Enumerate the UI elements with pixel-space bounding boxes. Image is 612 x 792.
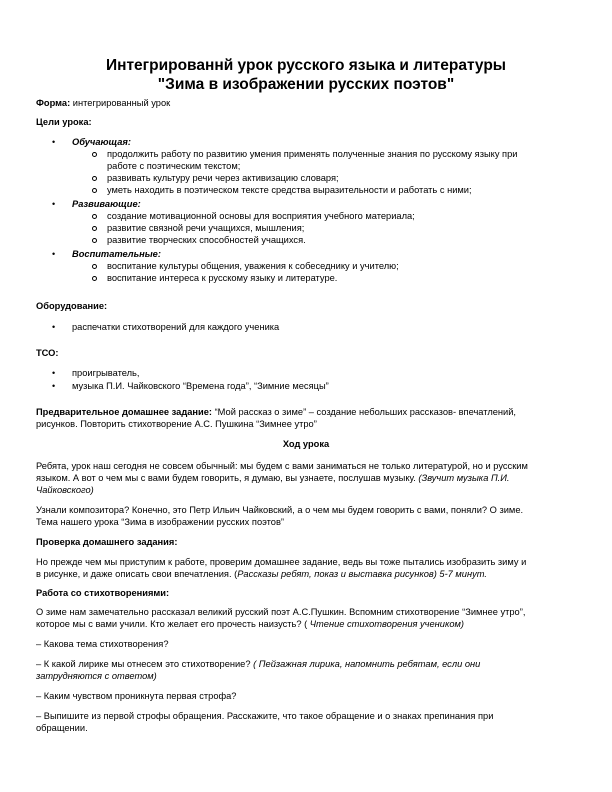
poems-heading: Работа со стихотворениями:: [36, 588, 170, 598]
bullet-icon: •: [52, 249, 56, 259]
poems-text: которое мы с вами учили. Кто желает его прочесть наизусть? (: [36, 619, 308, 629]
bullet-icon: •: [52, 199, 56, 209]
paragraph-2-line-1: Узнали композитора? Конечно, это Петр Ильич Чайковский, а о чем мы будем говорить с вами, поняли? О зиме.: [36, 505, 524, 515]
goal-developing-item: развитие связной речи учащихся, мышления;: [107, 223, 305, 233]
circle-bullet-icon: [92, 152, 97, 157]
goal-developing-label: Развивающие:: [72, 199, 141, 209]
check-text: в рисунке, и даже описать свои впечатления. (: [36, 569, 238, 579]
circle-bullet-icon: [92, 226, 97, 231]
goal-teaching-item: уметь находить в поэтическом тексте средства выразительности и работать с ними;: [107, 185, 472, 195]
question-1: – Какова тема стихотворения?: [36, 639, 169, 649]
document-title-line-1: Интегрированнй урок русского языка и литературы: [105, 57, 507, 74]
goal-developing-item: создание мотивационной основы для восприятия учебного материала;: [107, 211, 415, 221]
paragraph-1-line-3: Чайковского): [36, 485, 94, 495]
circle-bullet-icon: [92, 276, 97, 281]
homework-line-2: рисунков. Повторить стихотворение А.С. Пушкина “Зимнее утро”: [36, 419, 317, 429]
lesson-heading: Ход урока: [282, 439, 330, 449]
poems-note: Чтение стихотворения учеником): [307, 619, 464, 629]
check-note: Рассказы ребят, показ и выставка рисунков) 5-7 минут.: [237, 569, 487, 579]
question-2-text: – К какой лирике мы отнесем это стихотворение?: [36, 659, 254, 669]
question-2-note: ( Пейзажная лирика, напомнить ребятам, если они: [253, 659, 481, 669]
goal-teaching-item-cont: работе с поэтическим текстом;: [107, 161, 241, 171]
question-2-line-2: затрудняются с ответом): [36, 671, 157, 681]
tso-heading: ТСО:: [36, 348, 59, 358]
circle-bullet-icon: [92, 264, 97, 269]
question-3: – Каким чувством проникнута первая строфа?: [36, 691, 237, 701]
paragraph-1-line-1: Ребята, урок наш сегодня не совсем обычный: мы будем с вами заниматься не только литературой, но и русским: [36, 461, 528, 471]
goal-educational-item: воспитание культуры общения, уважения к собеседнику и учителю;: [107, 261, 399, 271]
bullet-icon: •: [52, 368, 56, 378]
form-value: интегрированный урок: [70, 98, 171, 108]
goal-teaching-item: развивать культуру речи через активизацию словаря;: [107, 173, 339, 183]
poems-line-1: О зиме нам замечательно рассказал великий русский поэт А.С.Пушкин. Вспомним стихотворение “Зимнее утро”,: [36, 607, 526, 617]
tso-item: музыка П.И. Чайковского “Времена года”, “Зимние месяцы”: [72, 381, 329, 391]
homework-label: Предварительное домашнее задание:: [36, 407, 212, 417]
question-4-line-1: – Выпишите из первой строфы обращения. Расскажите, что такое обращение и о знаках препинания при: [36, 711, 494, 721]
form-line: [36, 97, 170, 109]
homework-line-1: [36, 406, 516, 418]
circle-bullet-icon: [92, 176, 97, 181]
question-2-line-1: [36, 658, 480, 670]
bullet-icon: •: [52, 322, 56, 332]
circle-bullet-icon: [92, 238, 97, 243]
tso-item: проигрыватель,: [72, 368, 140, 378]
check-line-1: Но прежде чем мы приступим к работе, проверим домашнее задание, ведь вы тоже пытались изобразить зиму и: [36, 557, 527, 567]
check-line-2: [36, 568, 487, 580]
homework-text: “Мой рассказ о зиме” – создание небольших рассказов- впечатлений,: [212, 407, 517, 417]
paragraph-1-line-2: [36, 472, 510, 484]
goals-heading: Цели урока:: [36, 117, 92, 127]
bullet-icon: •: [52, 381, 56, 391]
paragraph-1-text: языком. А вот о чем мы с вами будем говорить, я думаю, вы узнаете, послушав музыку.: [36, 473, 419, 483]
document-title-line-2: "Зима в изображении русских поэтов": [157, 76, 455, 93]
question-4-line-2: обращении.: [36, 723, 88, 733]
equipment-heading: Оборудование:: [36, 301, 108, 311]
paragraph-2-line-2: Тема нашего урока “Зима в изображении русских поэтов”: [36, 517, 285, 527]
goal-teaching-item: продолжить работу по развитию умения применять полученные знания по русскому языку при: [107, 149, 518, 159]
goal-educational-item: воспитание интереса к русскому языку и литературе.: [107, 273, 338, 283]
form-label: Форма:: [36, 98, 71, 108]
check-heading: Проверка домашнего задания:: [36, 537, 178, 547]
bullet-icon: •: [52, 137, 56, 147]
goal-developing-item: развитие творческих способностей учащихся.: [107, 235, 306, 245]
goal-teaching-label: Обучающая:: [72, 137, 131, 147]
goal-educational-label: Воспитательные:: [72, 249, 161, 259]
circle-bullet-icon: [92, 188, 97, 193]
paragraph-1-note: (Звучит музыка П.И.: [418, 473, 510, 483]
equipment-item: распечатки стихотворений для каждого ученика: [72, 322, 280, 332]
poems-line-2: [36, 618, 464, 630]
circle-bullet-icon: [92, 214, 97, 219]
